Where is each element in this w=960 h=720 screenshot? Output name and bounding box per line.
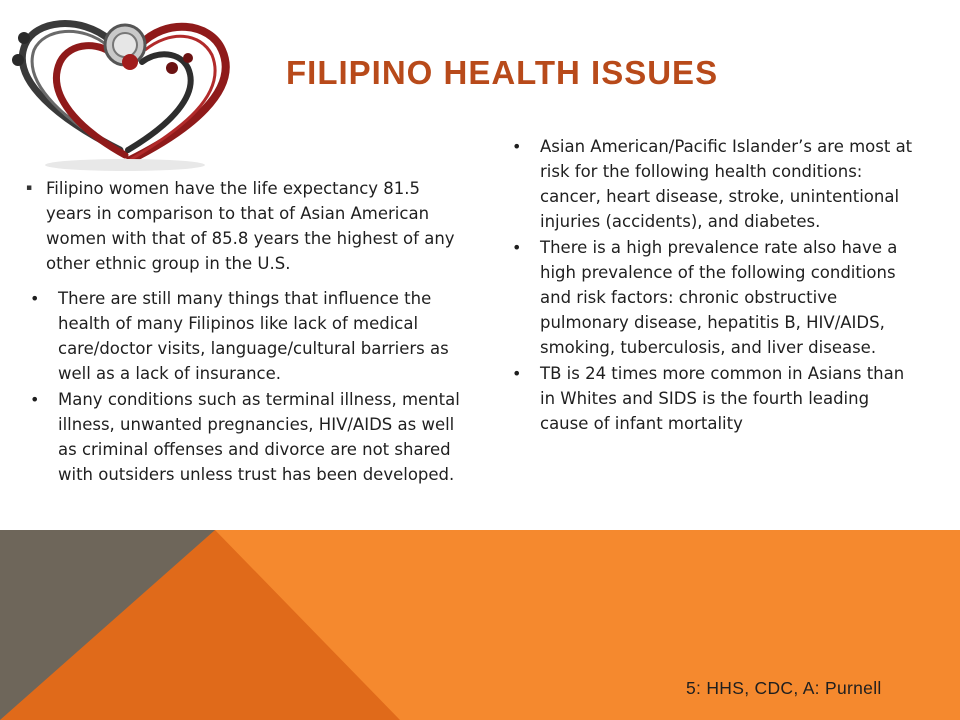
dot-bullet-icon: •: [30, 390, 40, 409]
square-bullet-item: [26, 176, 466, 276]
list-item: [508, 361, 918, 436]
square-bullet-icon: ▪: [26, 183, 33, 193]
list-item: [26, 387, 466, 487]
bullet-text: TB is 24 times more common in Asians than in Whites and SIDS is the fourth leading cause of infant mortality: [540, 364, 905, 433]
bullet-text: There are still many things that influence the health of many Filipinos like lack of medical care/doctor visits, language/cultural barriers as well as a lack of insurance.: [58, 289, 449, 383]
list-item: [26, 286, 466, 386]
slide-title: FILIPINO HEALTH ISSUES: [286, 54, 719, 91]
list-item: [508, 235, 918, 360]
list-item: [508, 134, 918, 234]
left-bullet-list: [26, 286, 466, 487]
dot-bullet-icon: •: [512, 238, 522, 257]
bullet-text: Filipino women have the life expectancy 81.5 years in comparison to that of Asian American women with that of 85.8 years the highest of any other ethnic group in the U.S.: [46, 179, 455, 273]
dot-bullet-icon: •: [512, 364, 522, 383]
dot-bullet-icon: •: [30, 289, 40, 308]
bullet-text: Many conditions such as terminal illness, mental illness, unwanted pregnancies, HIV/AIDS as well as criminal offenses and divorce are not shared with outsiders unless trust has been developed.: [58, 390, 460, 484]
dot-bullet-icon: •: [512, 137, 522, 156]
left-column: [26, 176, 466, 488]
bullet-text: There is a high prevalence rate also have a high prevalence of the following conditions and risk factors: chronic obstructive pulmonary disease, hepatitis B, HIV/AIDS, smoking, tuberculosis, and liver disease.: [540, 238, 898, 357]
right-column: [508, 134, 918, 437]
source-citation: 5: HHS, CDC, A: Purnell: [686, 678, 882, 698]
bullet-text: Asian American/Pacific Islander’s are most at risk for the following health conditions: cancer, heart disease, stroke, unintentional injuries (accidents), and diabetes.: [540, 137, 913, 231]
stethoscope-heart-image: [0, 0, 250, 175]
